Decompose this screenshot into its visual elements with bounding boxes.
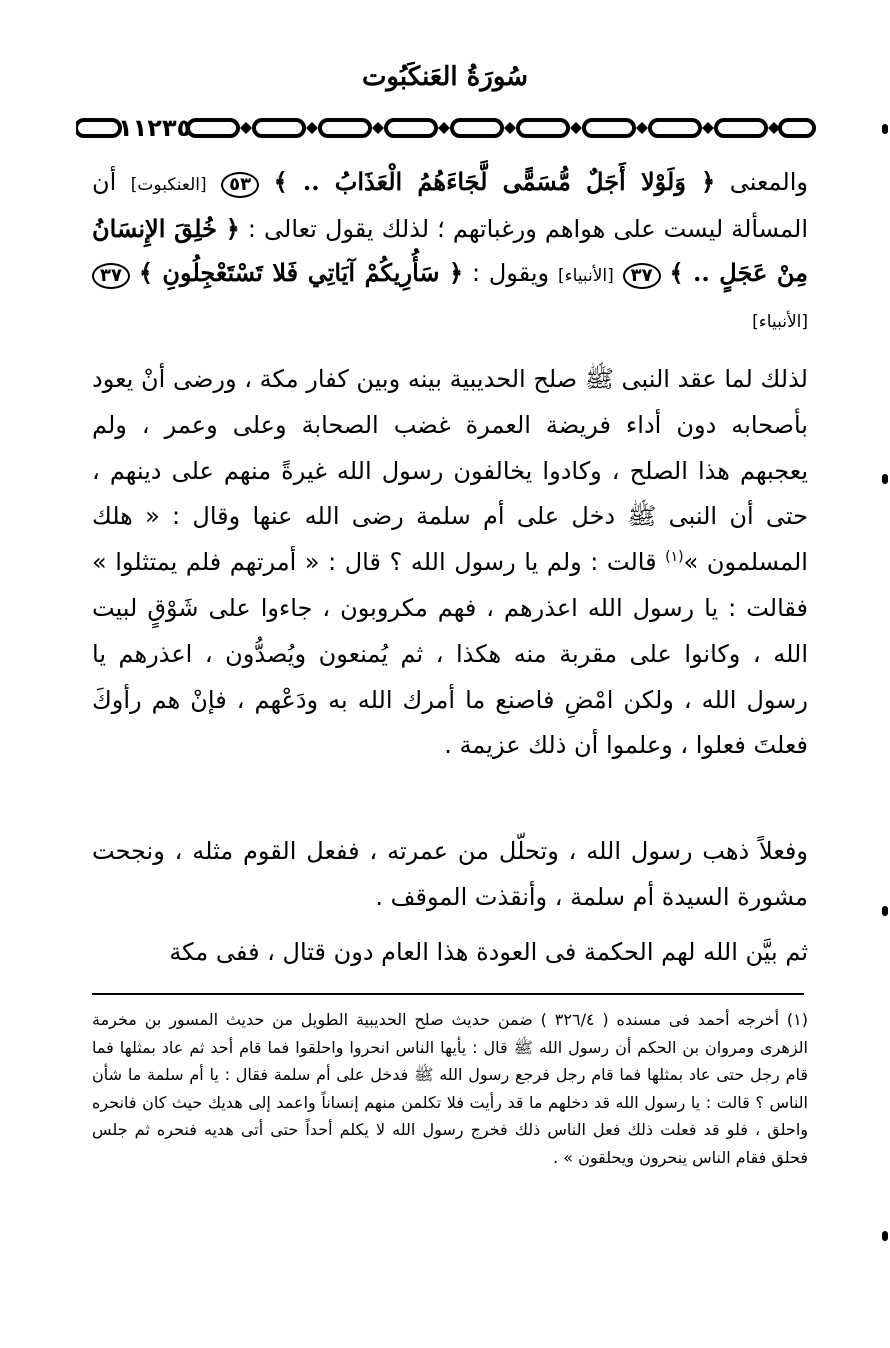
text-commentary: أن المسألة ليست على هواهم ورغباتهم ؛ لذلك يقول تعالى : [92, 168, 808, 243]
page-edge-mark [882, 474, 888, 484]
quran-quote-anbiya-2: ﴿ سَأُرِيكُمْ آيَاتِي فَلا تَسْتَعْجِلُونِ ﴾ [138, 258, 464, 287]
paragraph-outcome: وفعلاً ذهب رسول الله ، وتحلّل من عمرته ، ففعل القوم مثله ، ونجحت مشورة السيدة أم سلمة ، وأنقذت الموقف . [92, 837, 808, 911]
surah-ref-anbiya-1: [الأنبياء] [557, 266, 614, 286]
paragraph-text-part2: قالت : ولم يا رسول الله ؟ قال : « أمرتهم فلم يمتثلوا » فقالت : يا رسول الله اعذرهم ، فهم مكروبون ، جاءوا على شَوْقٍ لبيت الله ، وكانوا على مقربة منه هكذا ، ثم يُمنعون ويُصدُّون ، اعذرهم يا رسول الله ، ولكن امْضِ فاصنع ما أمرك الله به ودَعْهم ، فإنْ هم رأوكَ فعلتَ فعلوا ، وعلموا أن ذلك عزيمة . [92, 548, 808, 760]
footnote-separator [92, 993, 804, 995]
footnote-text: (١) أخرجه أحمد فى مسنده ( ٣٢٦/٤ ) ضمن حديث صلح الحديبية الطويل من حديث المسور بن مخرمة الزهرى ومروان بن الحكم أن رسول الله ﷺ قال : يأيها الناس انحروا واحلقوا فما قام أحد ثم عاد بمثلها فما قام رجل حتى عاد بمثلها فما قام رجل فرجع رسول الله ﷺ فدخل على أم سلمة فقال : يا أم سلمة ما شأن الناس ؟ قالت : يا رسول الله قد دخلهم ما قد رأيت فلا تكلمن منهم إنساناً واعمد إلى هديك حيث كان فانحره واحلق ، فلو قد فعلت ذلك فعل الناس ذلك فخرج رسول الله لا يكلم أحداً حتى أتى هديه فنحره ثم جلس فحلق فقام الناس ينحرون ويحلقون » . [92, 1010, 808, 1167]
ayah-number-53: ٥٣ [221, 172, 259, 198]
running-title: سُورَةُ العَنكَبُوت [361, 62, 529, 92]
footnote-reference[interactable]: (١) [665, 549, 684, 566]
quran-quote-anbiya-1: ﴿ خُلِقَ الإِنسَانُ مِنْ عَجَلٍ .. ﴾ [92, 214, 808, 287]
ayah-number-37b: ٣٧ [92, 263, 130, 289]
page-number: ١١٢٣٥ [118, 114, 192, 142]
quran-quote-ankabut: ﴿ وَلَوْلا أَجَلٌ مُّسَمًّى لَّجَاءَهُمُ الْعَذَابُ .. ﴾ [273, 167, 716, 196]
ayah-number-37: ٣٧ [623, 263, 661, 289]
paragraph-intro [92, 160, 808, 344]
page-edge-mark [882, 906, 888, 916]
surah-ref-anbiya-2: [الأنبياء] [752, 312, 808, 332]
paragraph-wisdom: ثم بيَّن الله لهم الحكمة فى العودة هذا العام دون قتال ، ففى مكة [169, 938, 808, 966]
surah-ref-ankabut: [العنكبوت] [130, 175, 207, 195]
text-and-says: ويقول : [471, 259, 550, 287]
paragraph-text-part1: لذلك لما عقد النبى ﷺ صلح الحديبية بينه وبين كفار مكة ، ورضى أنْ يعود بأصحابه دون أداء فريضة العمرة غضب الصحابة وعلى وعمر ، ولم يعجبهم هذا الصلح ، وكادوا يخالفون رسول الله غيرةً منهم على دينهم ، حتى أن النبى ﷺ دخل على أم سلمة رضى الله عنها وقال : « هلك المسلمون » [92, 365, 808, 577]
paragraph-hudaybiyya [92, 357, 808, 769]
text-intro: والمعنى [729, 168, 808, 196]
page-edge-mark [882, 124, 888, 134]
page-edge-mark [882, 1231, 888, 1241]
